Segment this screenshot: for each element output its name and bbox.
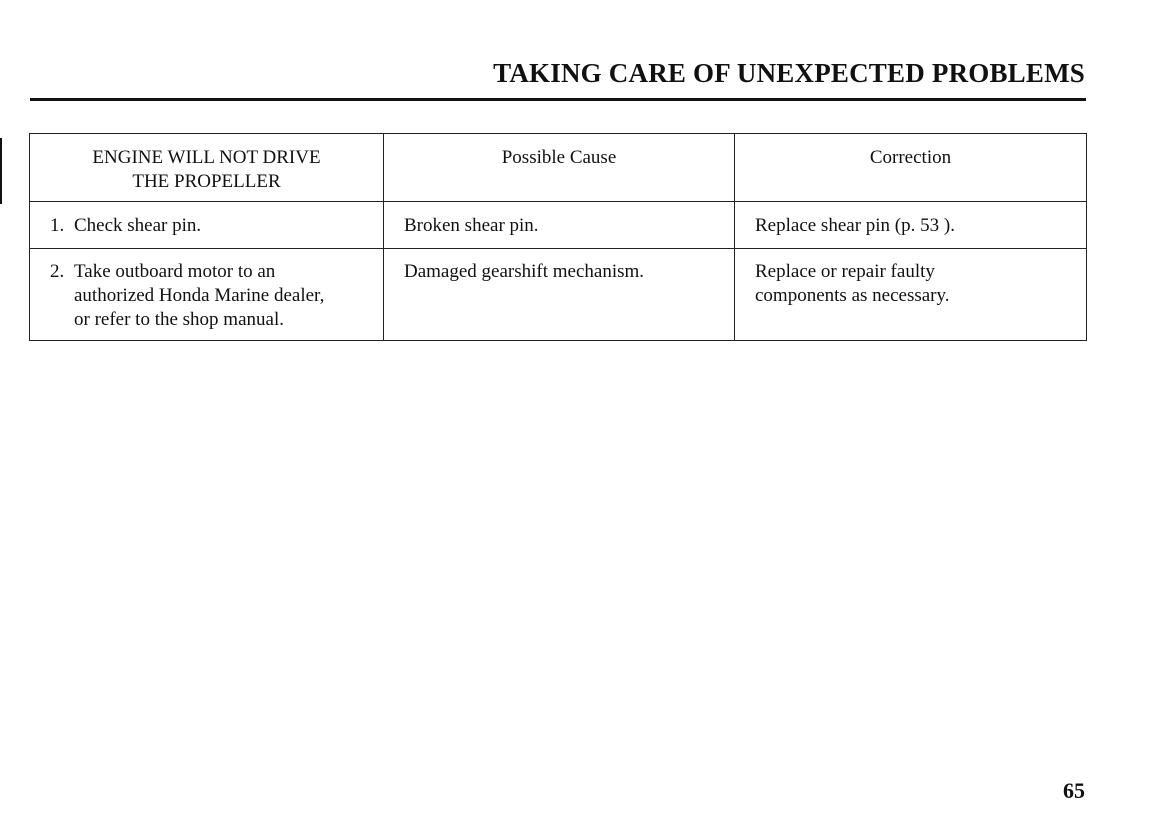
correction-cell [735,202,1087,249]
page-title: TAKING CARE OF UNEXPECTED PROBLEMS [493,58,1085,88]
correction-cell [735,249,1087,341]
page-number: 65 [1063,778,1085,803]
header-correction: Correction [735,134,1087,202]
margin-edge-mark [0,138,2,204]
possible-cause-cell: Broken shear pin. [384,202,735,249]
step-number: 1. [50,215,65,236]
check-step-cell [30,202,384,249]
header-possible-cause: Possible Cause [384,134,735,202]
header-problem [30,134,384,202]
step-text-line2: authorized Honda Marine dealer, [74,285,325,306]
table-header-row [30,134,1087,202]
table-row [30,202,1087,249]
table-row [30,249,1087,341]
correction-line2: components as necessary. [755,285,950,306]
step-text-line3: or refer to the shop manual. [74,309,284,330]
possible-cause-cell: Damaged gearshift mechanism. [384,249,735,341]
check-step [50,260,375,332]
step-number: 2. [50,261,65,282]
header-problem-line1: ENGINE WILL NOT DRIVE [92,147,321,168]
check-step [50,214,375,238]
title-rule [30,98,1086,101]
correction-line1: Replace or repair faulty [755,261,935,282]
step-text-line1: Take outboard motor to an [74,261,276,282]
troubleshooting-table [29,133,1087,341]
header-problem-line2: THE PROPELLER [132,171,281,192]
step-text: Check shear pin. [74,215,202,236]
correction-line1: Replace shear pin (p. 53 ). [755,215,955,236]
check-step-cell [30,249,384,341]
